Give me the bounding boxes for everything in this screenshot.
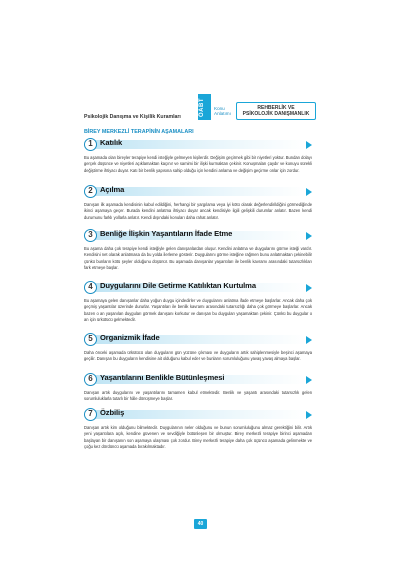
stage-number-badge: 3	[84, 229, 97, 242]
arrow-right-icon	[306, 284, 312, 292]
section-title: BİREY MERKEZLİ TERAPİNİN AŞAMALARI	[84, 129, 194, 135]
konu-label	[214, 106, 231, 117]
arrow-right-icon	[306, 411, 312, 419]
stage-header	[84, 281, 316, 295]
stage-body: Bu aşamaya gelen danışanlar daha yoğun duygu içindedirler ve duygularını anlatma ifade etmeye başlarlar. Ancak daha çok geçmiş yaşantılar üzerinde dururlar. Yaşantıları ile benlik kavramı arasındaki tutarsızlığı daha çok görmeye başlarlar. Ancak bazen o an yaşanılan duyguları görmek danışanı korkutur ve danışan bu duyguları yaşamaktan çekinir. Çünkü bu duygular o an için ürkütücü gelmektedir.	[84, 298, 312, 322]
chapter-line-1: REHBERLİK VE	[257, 105, 295, 111]
stage-body: Bu aşamada olan bireyler terapiye kendi isteğiyle gelmeyen kişilerdir. Değişim geçirmek gibi bir niyetleri yoktur. Bundan dolayı gerçek düşünce ve niyetleri açıklamaktan kaçınır ve samimi bir ilişki kurmaktan çekinir. Konuşmaları çaydır ve konuyu sürekli değiştirme ihtiyacı duyar. Katı bir benlik yapısına sahip olduğu için kendini anlama ve değişim geçirme onlar için zordur.	[84, 155, 312, 173]
stage-title: Benliğe İlişkin Yaşantıların İfade Etme	[100, 228, 233, 238]
stage-title: Açılma	[100, 184, 125, 194]
stage-title: Organizmik İfade	[100, 332, 160, 342]
exam-tab-label: ÖABT	[199, 98, 205, 117]
stage-5	[84, 333, 316, 363]
stage-header	[84, 185, 316, 199]
stage-number-badge: 5	[84, 333, 97, 346]
arrow-right-icon	[306, 232, 312, 240]
arrow-right-icon	[306, 188, 312, 196]
stage-number-badge: 2	[84, 185, 97, 198]
stage-bar	[92, 137, 306, 149]
stage-body: Daha önceki aşamada ürkütücü olan duyguların gün yüzüne çıkması ve duyguların artık sahiplenmesiyle beşinci aşamaya geçilir. Danışan bu duyguların kendisine ait olduğunu kabul eder ve bunların sorumluluğunu yavaş yavaş almaya başlar.	[84, 350, 312, 362]
stage-6	[84, 373, 316, 403]
stage-1	[84, 138, 316, 174]
stage-header	[84, 229, 316, 243]
stage-3	[84, 229, 316, 271]
stage-title: Katılık	[100, 137, 123, 147]
stage-number-badge: 1	[84, 138, 97, 151]
stage-7	[84, 408, 316, 450]
stage-title: Özbiliş	[100, 407, 125, 417]
stage-header	[84, 333, 316, 347]
chapter-line-2: PSİKOLOJİK DANIŞMANLIK	[242, 111, 310, 117]
stage-title: Yaşantılarını Benlikle Bütünleşmesi	[100, 372, 225, 382]
arrow-right-icon	[306, 376, 312, 384]
stage-body: Danışan ilk aşamada kendisinin kabul edildiğini, herhangi bir yargılama veya iyi kötü olarak değerlendirildiğini görmediğinde ikinci aşamaya geçer. Burada kendini anlatma ihtiyacı duyar ancak kendisiyle ilgili gelişkili durumlar anlatır. Bazen kendi durumunu farklı yollarla anlatır. Kendi dışındaki konuları daha rahat anlatır.	[84, 202, 312, 220]
stage-number-badge: 6	[84, 373, 97, 386]
stage-body: Bu aşama daha çok terapiye kendi isteğiyle gelen danışanlardan oluşur. Kendini anlatma ve duygularını görme isteği vardır. Kendisini net olarak anlatmasa da bu yolda ilerleme gösterir. Duygularını görme isteğine rağmen bunu anlatmaktan çekinebilir çünkü bunların kötü şeyler olduğunu düşünür. Bu aşamada danışanlar yaşantıları ile benlik kavramı arasındaki tutarsızlıkları fark etmeye başlar.	[84, 246, 312, 270]
arrow-right-icon	[306, 141, 312, 149]
stage-body: Danışan artık kim olduğunu bilmektedir. Duygularının neler olduğunu ve bunun sorumluluğunu almaz gerektiğini bilir. Artık yeni yaşantılara açık, kendine güvenen ve sevdiğiyle bütünleşen bir olmuştur. Birey merkezli terapiye birinci aşamadan başlayan bir danışanın son aşamaya ulaşması çok zordur. Birey merkezli terapiye daha çok üçüncü aşamada gelinmekte ve çoğu kez dördüncü aşamada bırakılmaktadır.	[84, 425, 312, 449]
chapter-box	[236, 102, 316, 120]
stage-body: Danışan artık duygularını ve yaşantılarını tamamen kabul etmektedir. Benlik ve yaşantı arasındaki tutarsızlık gelen sorumluluklarla tutarlı bir hâle dönüşmeye başlar.	[84, 390, 312, 402]
stage-4	[84, 281, 316, 323]
stage-header	[84, 408, 316, 422]
stage-header	[84, 138, 316, 152]
stage-header	[84, 373, 316, 387]
stage-2	[84, 185, 316, 221]
page-header	[84, 94, 316, 124]
stage-title: Duygularını Dile Getirme Katılıktan Kurtulma	[100, 280, 256, 290]
exam-tab	[198, 94, 211, 120]
konu-line-2: Anlatımı	[214, 111, 231, 117]
arrow-right-icon	[306, 336, 312, 344]
stage-number-badge: 7	[84, 408, 97, 421]
stage-number-badge: 4	[84, 281, 97, 294]
subject-title: Psikolojik Danışma ve Kişilik Kuramları	[84, 114, 181, 120]
page-number: 40	[194, 519, 207, 529]
konu-line-1: Konu	[214, 106, 225, 111]
